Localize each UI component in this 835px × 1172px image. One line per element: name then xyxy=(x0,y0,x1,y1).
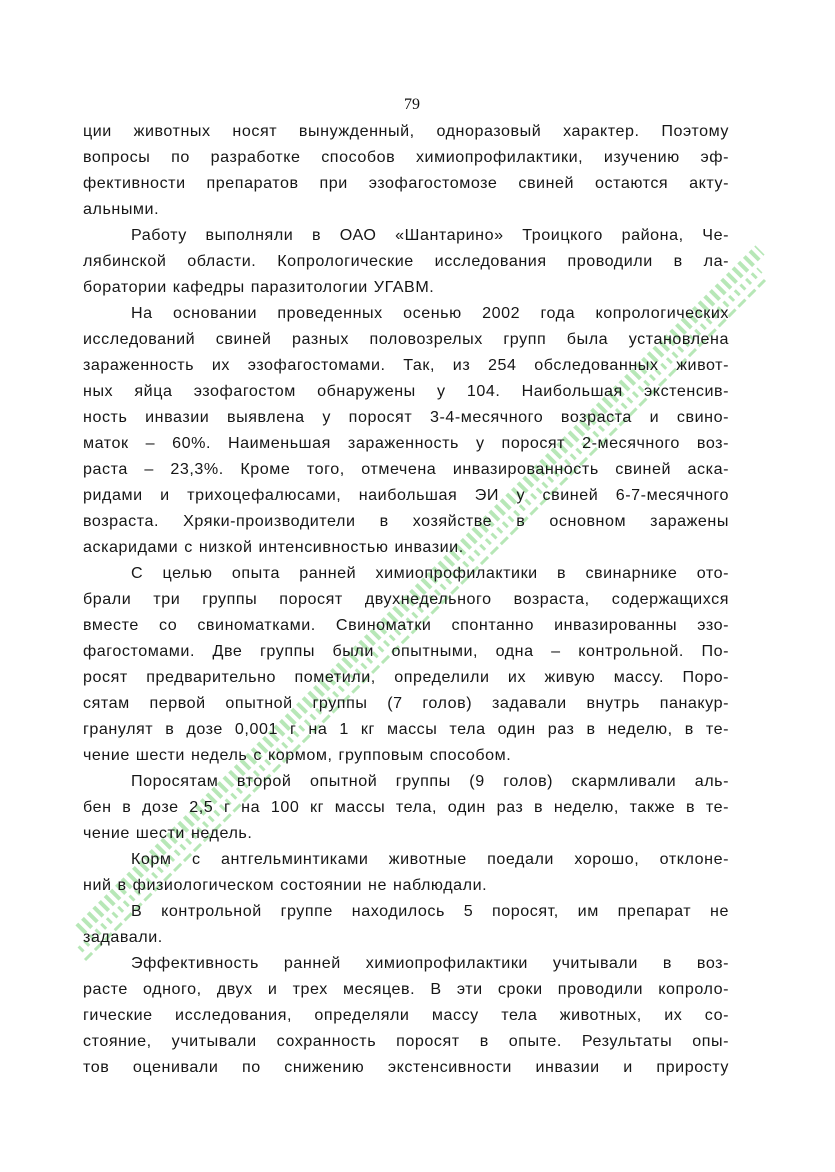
text-line: исследований свиней разных половозрелых групп была установлена xyxy=(83,330,729,348)
text-line: На основании проведенных осенью 2002 года копрологических xyxy=(131,304,729,322)
text-line: чение шести недель. xyxy=(83,824,253,842)
text-line: вместе со свиноматками. Свиноматки спонтанно инвазированны эзо- xyxy=(83,616,729,634)
text-line: зараженность их эзофагостомами. Так, из 254 обследованных живот- xyxy=(83,356,729,374)
text-line: чение шести недель с кормом, групповым способом. xyxy=(83,746,512,764)
text-line: гические исследования, определяли массу тела животных, их со- xyxy=(83,1006,729,1024)
text-line: ных яйца эзофагостом обнаружены у 104. Наибольшая экстенсив- xyxy=(83,382,729,400)
text-line: лябинской области. Копрологические исследования проводили в ла- xyxy=(83,252,729,270)
text-line: Поросятам второй опытной группы (9 голов) скармливали аль- xyxy=(131,772,729,790)
text-line: ний в физиологическом состоянии не наблюдали. xyxy=(83,876,488,894)
text-line: брали три группы поросят двухнедельного возраста, содержащихся xyxy=(83,590,729,608)
text-line: Работу выполняли в ОАО «Шантарино» Троицкого района, Че- xyxy=(131,226,729,244)
text-line: бен в дозе 2,5 г на 100 кг массы тела, один раз в неделю, также в те- xyxy=(83,798,729,816)
text-line: Эффективность ранней химиопрофилактики учитывали в воз- xyxy=(131,954,729,972)
text-line: аскаридами с низкой интенсивностью инвазии. xyxy=(83,538,464,556)
text-line: ридами и трихоцефалюсами, наибольшая ЭИ у свиней 6-7-месячного xyxy=(83,486,729,504)
text-line: возраста. Хряки-производители в хозяйстве в основном заражены xyxy=(83,512,729,530)
text-line: альными. xyxy=(83,200,160,218)
text-line: раста – 23,3%. Кроме того, отмечена инвазированность свиней аска- xyxy=(83,460,729,478)
text-line: фективности препаратов при эзофагостомозе свиней остаются акту- xyxy=(83,174,729,192)
page-number: 79 xyxy=(404,96,420,113)
text-line: С целью опыта ранней химиопрофилактики в свинарнике ото- xyxy=(131,564,729,582)
text-line: сятам первой опытной группы (7 голов) задавали внутрь панакур- xyxy=(83,694,729,712)
text-line: тов оценивали по снижению экстенсивности инвазии и приросту xyxy=(83,1058,729,1076)
text-line: вопросы по разработке способов химиопрофилактики, изучению эф- xyxy=(83,148,729,166)
text-line: Корм с антгельминтиками животные поедали хорошо, отклоне- xyxy=(131,850,729,868)
text-line: боратории кафедры паразитологии УГАВМ. xyxy=(83,278,435,296)
text-line: гранулят в дозе 0,001 г на 1 кг массы тела один раз в неделю, в те- xyxy=(83,720,729,738)
text-line: ции животных носят вынужденный, одноразовый характер. Поэтому xyxy=(83,122,729,140)
text-line: маток – 60%. Наименьшая зараженность у поросят 2-месячного воз- xyxy=(83,434,729,452)
text-line: В контрольной группе находилось 5 поросят, им препарат не xyxy=(131,902,729,920)
text-line: ность инвазии выявлена у поросят 3-4-месячного возраста и свино- xyxy=(83,408,729,426)
text-line: фагостомами. Две группы были опытными, одна – контрольной. По- xyxy=(83,642,729,660)
text-line: расте одного, двух и трех месяцев. В эти сроки проводили копроло- xyxy=(83,980,729,998)
text-line: задавали. xyxy=(83,928,163,946)
body-text xyxy=(83,118,729,1080)
text-line: стояние, учитывали сохранность поросят в опыте. Результаты опы- xyxy=(83,1032,729,1050)
text-line: росят предварительно пометили, определили их живую массу. Поро- xyxy=(83,668,729,686)
